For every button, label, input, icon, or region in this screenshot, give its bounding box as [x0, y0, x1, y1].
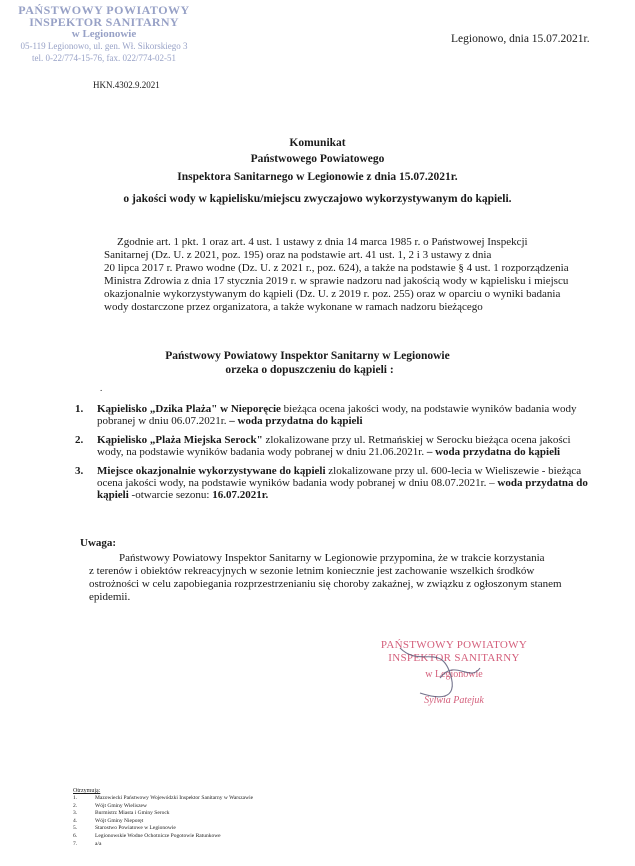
- item-extra: -otwarcie sezonu:: [128, 489, 213, 501]
- body-line-4: Ministra Zdrowia z dnia 17 stycznia 2019 r. w sprawie nadzoru nad jakością wody w kąpielisku i miejscu: [104, 275, 569, 287]
- item-verdict: – woda przydatna do kąpieli: [426, 446, 561, 458]
- stamp-line: INSPEKTOR SANITARNY: [388, 652, 520, 664]
- title-inspector: Inspektora Sanitarnego w Legionowie z dnia 15.07.2021r.: [177, 171, 458, 183]
- body-line-6: wody dostarczone przez organizatora, a także wykonane w ramach nadzoru bieżącego: [104, 301, 483, 313]
- title-komunikat: Komunikat: [289, 137, 346, 149]
- distribution-title: Otrzymują:: [73, 788, 101, 794]
- decision-subheading: orzeka o dopuszczeniu do kąpieli :: [225, 364, 394, 376]
- body-line-1: Zgodnie art. 1 pkt. 1 oraz art. 4 ust. 1 ustawy z dnia 14 marca 1985 r. o Państwowej Inspekcji: [117, 236, 528, 248]
- title-authority: Państwowego Powiatowego: [250, 153, 385, 165]
- item-site-name: Miejsce okazjonalnie wykorzystywane do kąpieli: [97, 465, 326, 477]
- title-subject: o jakości wody w kąpielisku/miejscu zwyczajowo wykorzystywanym do kąpieli.: [123, 193, 512, 205]
- note-label: Uwaga:: [80, 537, 117, 549]
- note-line-3: ostrożności w celu zapobiegania rozprzestrzenianiu się choroby zakaźnej, w związku z ogłoszonym stanem: [89, 578, 562, 590]
- note-line-1: Państwowy Powiatowy Inspektor Sanitarny w Legionowie przypomina, że w trakcie korzystania: [119, 552, 545, 564]
- list-item: 4. Wójt Gminy Nieporęt: [73, 817, 144, 824]
- list-item: 5. Starostwo Powiatowe w Legionowie: [73, 825, 176, 832]
- stamp-line: INSPEKTOR SANITARNY: [29, 15, 179, 29]
- list-item: [75, 465, 592, 501]
- note-line-4: epidemii.: [89, 591, 131, 603]
- item-number: 3.: [75, 465, 84, 477]
- stamp-line: PAŃSTWOWY POWIATOWY: [380, 639, 528, 651]
- stamp-line: PAŃSTWOWY POWIATOWY: [18, 3, 190, 17]
- item-extra-date: 16.07.2021r.: [212, 489, 269, 501]
- body-line-5: okazjonalnie wykorzystywanym do kąpieli (Dz. U. z 2019 r. poz. 255) oraz w oparciu o wyniki badania: [104, 288, 561, 300]
- item-text: zlokalizowane przy ul. Retmańskiej w Serocku bieżąca ocena jakości wody, na podstawie wyników badania wody pobranej w dniu 21.06.2021r.: [97, 434, 571, 458]
- item-number: 1.: [75, 403, 84, 415]
- item-site-name: Kąpielisko „Plaża Miejska Serock": [97, 434, 263, 446]
- body-line-3: 20 lipca 2017 r. Prawo wodne (Dz. U. z 2021 r., poz. 624), a także na podstawie § 4 ust. 1 rozporządzenia: [104, 262, 569, 274]
- stamp-address: 05-119 Legionowo, ul. gen. Wł. Sikorskiego 3: [20, 41, 188, 51]
- list-item: 2. Wójt Gminy Wieliszew: [73, 802, 147, 809]
- item-site-name: Kąpielisko „Dzika Plaża" w Nieporęcie: [97, 403, 281, 415]
- list-item: 3. Burmistrz Miasta i Gminy Serock: [73, 810, 170, 817]
- distribution-list: [73, 795, 253, 848]
- item-text: zlokalizowane przy ul. 600-lecia w Wieliszewie - bieżąca ocena jakości wody, na podstawie wyników badania wody pobranej w dniu 08.07.2021r. –: [97, 465, 582, 489]
- stamp-line: w Legionowie: [71, 28, 137, 40]
- note-line-2: z terenów i obiektów rekreacyjnych w sezonie letnim koniecznie jest zachowanie wszelkich środków: [89, 565, 535, 577]
- stamp-signatory: Sylwia Patejuk: [424, 695, 484, 706]
- handwritten-signature-icon: [380, 638, 500, 708]
- list-item: [75, 434, 592, 458]
- item-text: bieżąca ocena jakości wody, na podstawie wyników badania wody pobranej w dniu 06.07.2021r.: [97, 403, 577, 427]
- bathing-sites-list: [75, 403, 592, 508]
- body-line-2: Sanitarnej (Dz. U. z 2021, poz. 195) oraz na podstawie art. 41 ust. 1, 2 i 3 ustawy z dnia: [104, 249, 492, 261]
- item-number: 2.: [75, 434, 84, 446]
- reference-number: HKN.4302.9.2021: [93, 80, 160, 90]
- item-verdict: – woda przydatna do kąpieli: [229, 415, 363, 427]
- decision-heading: Państwowy Powiatowy Inspektor Sanitarny w Legionowie: [165, 350, 450, 362]
- stamp-line: w Legionowie: [425, 669, 483, 680]
- office-stamp: [4, 4, 204, 64]
- place-date: Legionowo, dnia 15.07.2021r.: [451, 33, 590, 45]
- list-item: [75, 403, 592, 427]
- list-item: 7. a/a: [73, 840, 102, 847]
- stamp-phone: tel. 0-22/774-15-76, fax. 022/774-02-51: [32, 53, 176, 63]
- item-verdict: woda przydatna do kąpieli: [97, 477, 588, 501]
- list-item: 6. Legionowskie Wodne Ochotnicze Pogotowie Ratunkowe: [73, 832, 221, 839]
- stray-mark: .: [100, 383, 103, 393]
- list-item: 1. Mazowiecki Państwowy Wojewódzki Inspektor Sanitarny w Warszawie: [73, 795, 254, 801]
